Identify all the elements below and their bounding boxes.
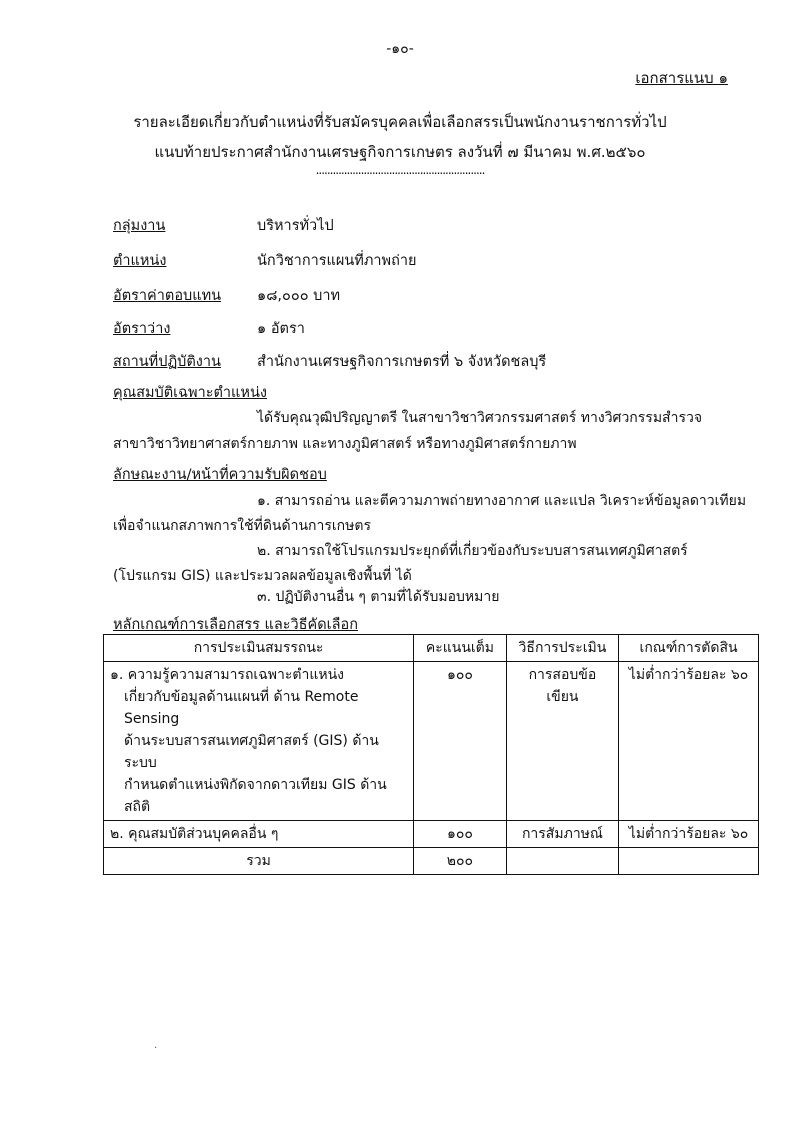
header-criterion: เกณฑ์การตัดสิน	[619, 635, 759, 662]
row1-score: ๑๐๐	[414, 662, 507, 821]
footer-mark: .	[154, 1040, 158, 1051]
field-label-work-group: กลุ่มงาน	[113, 218, 166, 234]
qualifications-line1: ได้รับคุณวุฒิปริญญาตรี ในสาขาวิชาวิศวกรรมศาสตร์ ทางวิศวกรรมสำรวจ	[257, 410, 703, 426]
criteria-header-row	[104, 635, 759, 662]
duty-item3: ๓. ปฏิบัติงานอื่น ๆ ตามที่ได้รับมอบหมาย	[257, 589, 500, 605]
field-label-workplace: สถานที่ปฏิบัติงาน	[113, 354, 221, 370]
criteria-table	[103, 634, 759, 875]
row1-method: การสอบข้อเขียน	[506, 662, 618, 821]
field-label-position: ตำแหน่ง	[113, 253, 167, 269]
table-row	[104, 821, 759, 848]
row2-competency: ๒. คุณสมบัติส่วนบุคคลอื่น ๆ	[104, 821, 414, 848]
document-title-line2: แนบท้ายประกาศสำนักงานเศรษฐกิจการเกษตร ลงวันที่ ๗ มีนาคม พ.ศ.๒๕๖๐	[154, 143, 646, 161]
row1-criterion: ไม่ต่ำกว่าร้อยละ ๖๐	[619, 662, 759, 821]
criteria-heading: หลักเกณฑ์การเลือกสรร และวิธีคัดเลือก	[113, 617, 358, 633]
page-number: -๑๐-	[386, 41, 414, 57]
total-label: รวม	[104, 848, 414, 875]
header-method: วิธีการประเมิน	[506, 635, 618, 662]
row1-detail2: ด้านระบบสารสนเทศภูมิศาสตร์ (GIS) ด้านระบบ	[124, 733, 379, 771]
row1-title: ๑. ความรู้ความสามารถเฉพาะตำแหน่ง	[110, 667, 344, 683]
header-competency: การประเมินสมรรถนะ	[104, 635, 414, 662]
field-value-position: นักวิชาการแผนที่ภาพถ่าย	[257, 253, 417, 269]
duty-item1-line1: ๑. สามารถอ่าน และตีความภาพถ่ายทางอากาศ และแปล วิเคราะห์ข้อมูลดาวเทียม	[257, 493, 747, 509]
qualifications-line2: สาขาวิชาวิทยาศาสตร์กายภาพ และทางภูมิศาสตร์ หรือทางภูมิศาสตร์กายภาพ	[113, 436, 577, 452]
duty-item2-line2: (โปรแกรม GIS) และประมวลผลข้อมูลเชิงพื้นที่ ได้	[113, 568, 412, 584]
attachment-label: เอกสารแนบ ๑	[635, 69, 728, 87]
row1-competency	[104, 662, 414, 821]
total-criterion-empty	[619, 848, 759, 875]
document-title-line1: รายละเอียดเกี่ยวกับตำแหน่งที่รับสมัครบุคคลเพื่อเลือกสรรเป็นพนักงานราชการทั่วไป	[133, 113, 667, 131]
row1-detail3: กำหนดตำแหน่งพิกัดจากดาวเทียม GIS ด้านสถิติ	[124, 777, 387, 815]
row2-score: ๑๐๐	[414, 821, 507, 848]
qualifications-heading: คุณสมบัติเฉพาะตำแหน่ง	[113, 385, 267, 401]
title-dotted-rule: ............................................................	[315, 163, 485, 177]
header-full-score: คะแนนเต็ม	[414, 635, 507, 662]
duty-item2-line1: ๒. สามารถใช้โปรแกรมประยุกต์ที่เกี่ยวข้องกับระบบสารสนเทศภูมิศาสตร์	[257, 543, 688, 559]
total-score: ๒๐๐	[414, 848, 507, 875]
row2-criterion: ไม่ต่ำกว่าร้อยละ ๖๐	[619, 821, 759, 848]
table-row	[104, 662, 759, 821]
field-value-workplace: สำนักงานเศรษฐกิจการเกษตรที่ ๖ จังหวัดชลบุรี	[257, 354, 547, 370]
field-value-salary: ๑๘,๐๐๐ บาท	[257, 288, 341, 304]
field-value-work-group: บริหารทั่วไป	[257, 218, 334, 234]
duty-item1-line2: เพื่อจำแนกสภาพการใช้ที่ดินด้านการเกษตร	[113, 518, 371, 534]
total-row	[104, 848, 759, 875]
field-label-vacancy: อัตราว่าง	[113, 321, 171, 337]
field-label-salary: อัตราค่าตอบแทน	[113, 288, 222, 304]
row2-method: การสัมภาษณ์	[506, 821, 618, 848]
total-method-empty	[506, 848, 618, 875]
duties-heading: ลักษณะงาน/หน้าที่ความรับผิดชอบ	[113, 467, 327, 483]
field-value-vacancy: ๑ อัตรา	[257, 321, 305, 337]
row1-detail1: เกี่ยวกับข้อมูลด้านแผนที่ ด้าน Remote Sensing	[124, 689, 359, 727]
